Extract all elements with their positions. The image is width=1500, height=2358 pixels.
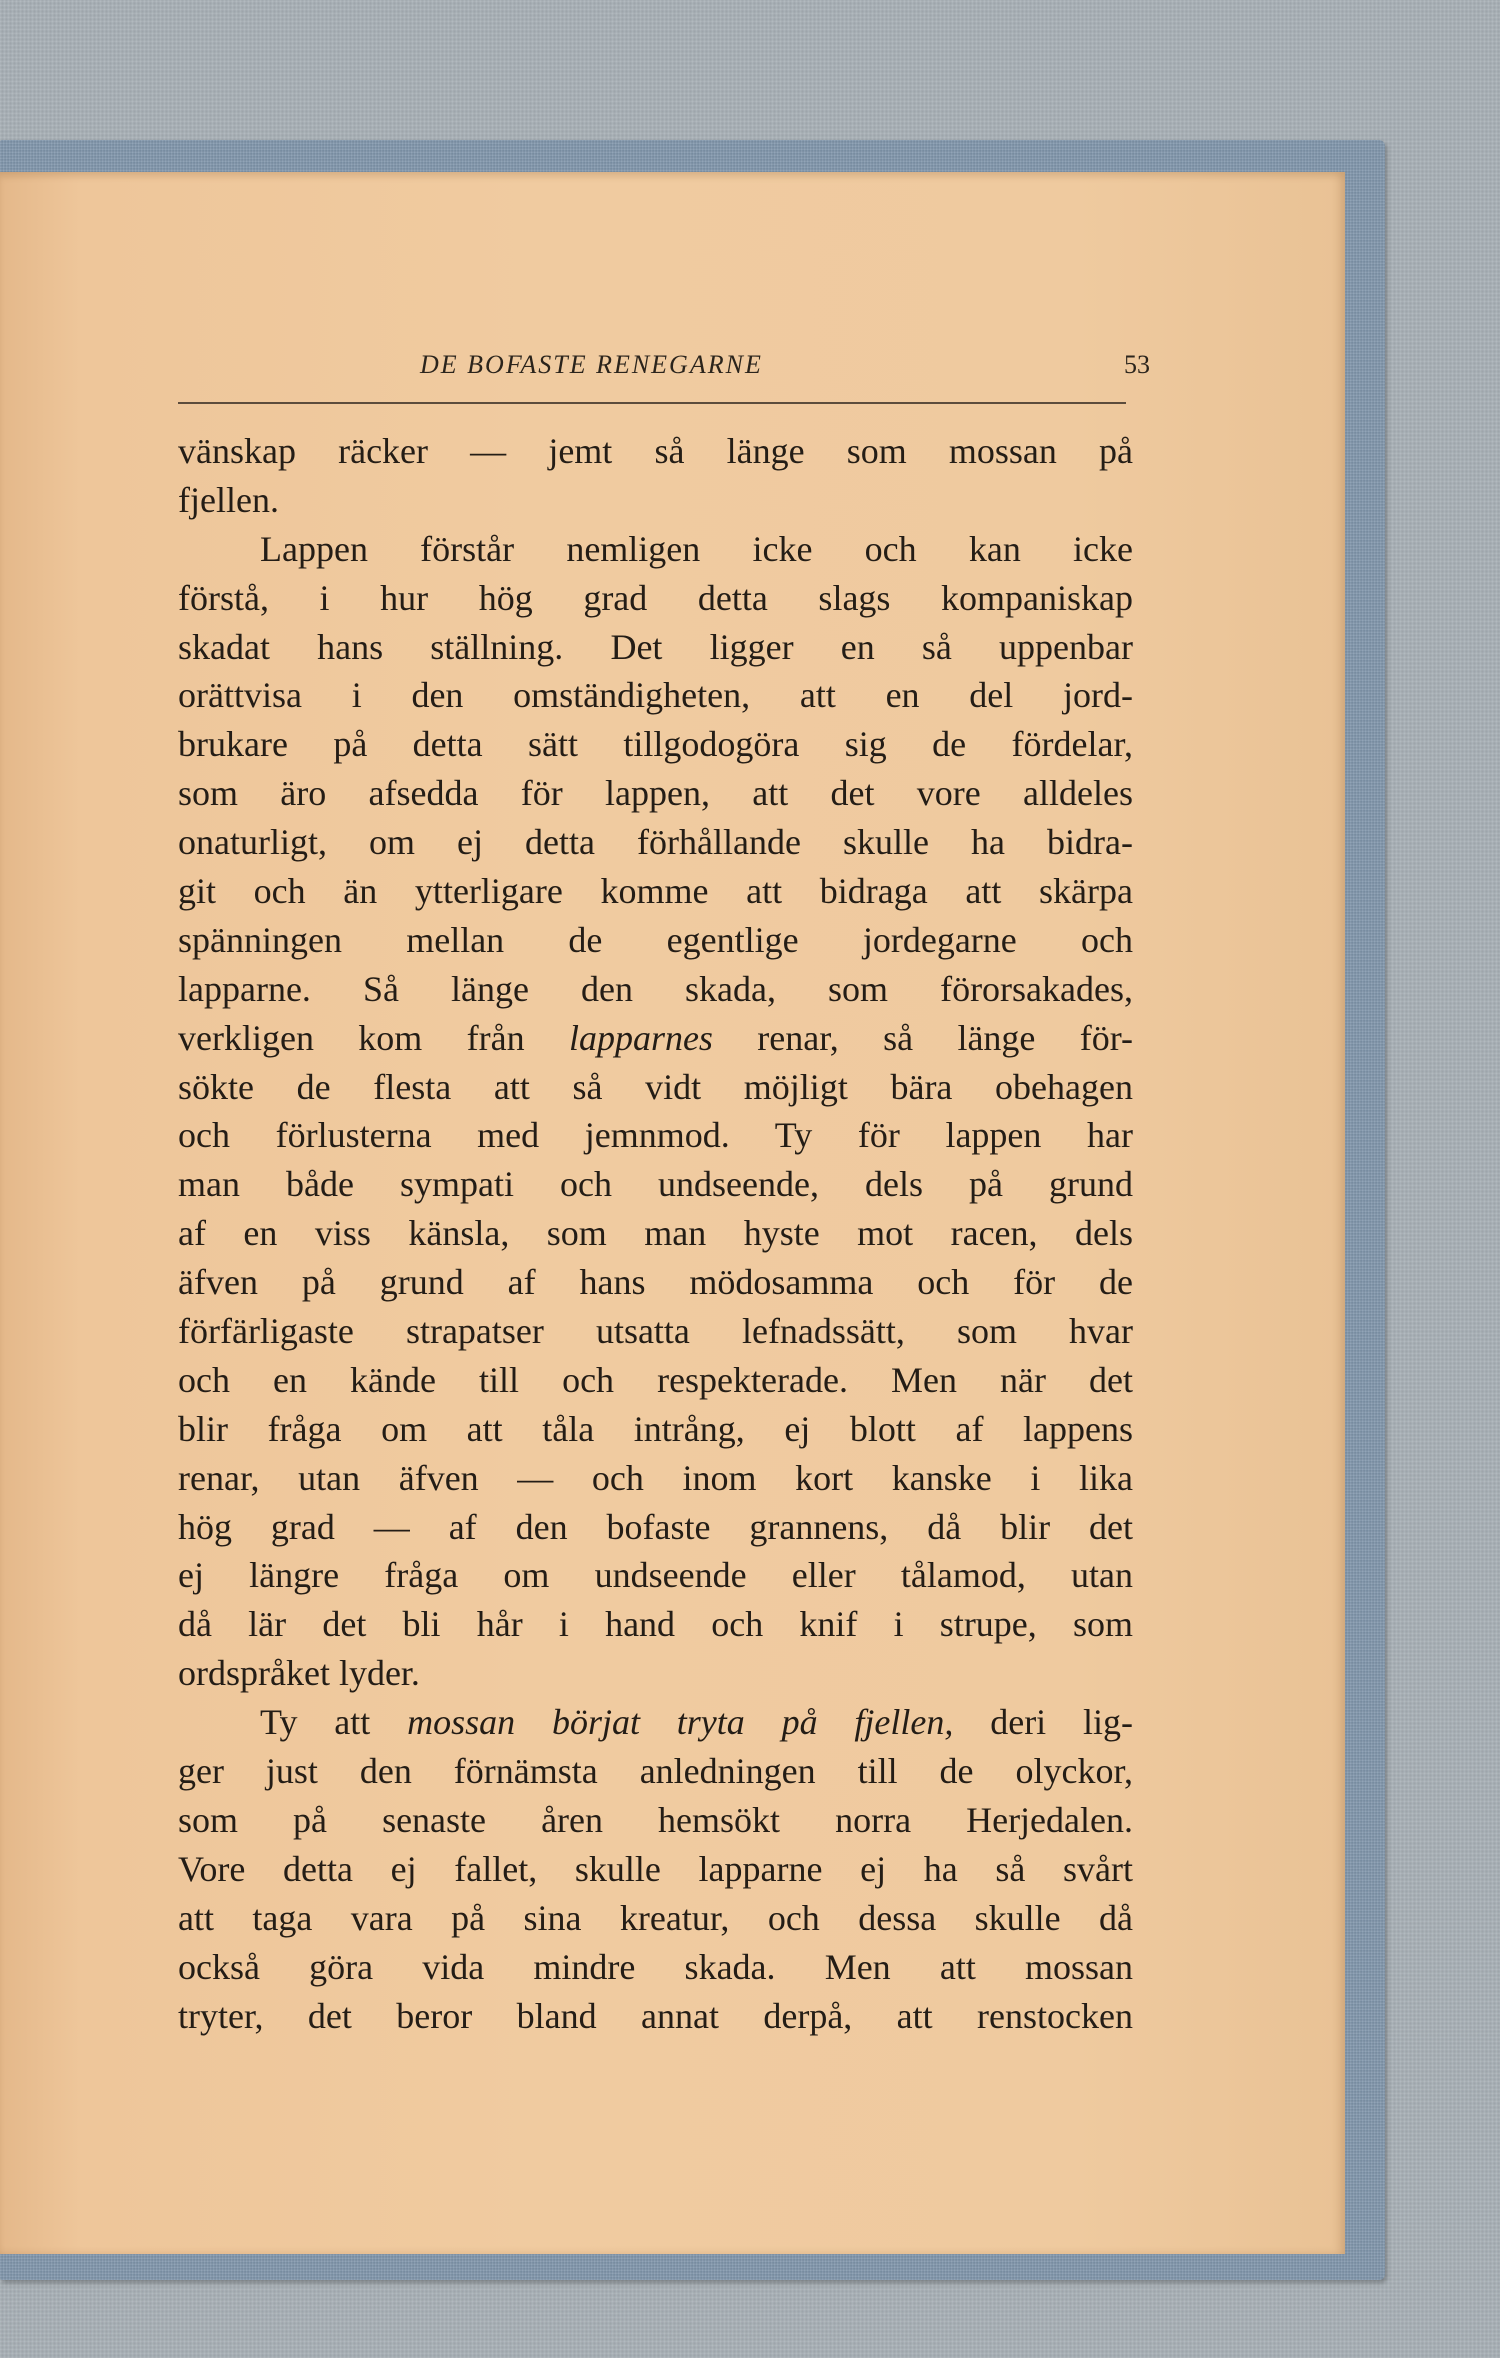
text-fragment: verkligen kom från [178, 1017, 569, 1058]
header-rule [178, 402, 1126, 404]
text-line: då lär det bli hår i hand och knif i strupe, som [178, 1604, 1133, 1645]
text-line: fjellen. [178, 479, 279, 520]
text-line: förfärligaste strapatser utsatta lefnadssätt, som hvar [178, 1311, 1133, 1352]
text-line: ej längre fråga om undseende eller tålamod, utan [178, 1555, 1133, 1596]
text-line: och förlusterna med jemnmod. Ty för lappen har [178, 1115, 1133, 1156]
text-line: renar, utan äfven — och inom kort kanske i lika [178, 1457, 1133, 1498]
text-line [178, 1698, 1133, 1747]
text-line: blir fråga om att tåla intrång, ej blott af lappens [178, 1408, 1133, 1449]
text-line: att taga vara på sina kreatur, och dessa skulle då [178, 1897, 1133, 1938]
text-line: Vore detta ej fallet, skulle lapparne ej ha så svårt [178, 1848, 1133, 1889]
text-fragment: renar, så länge för- [712, 1017, 1133, 1058]
text-line: förstå, i hur hög grad detta slags kompaniskap [178, 577, 1133, 618]
text-line: spänningen mellan de egentlige jordegarne och [178, 919, 1133, 960]
text-line: tryter, det beror bland annat derpå, att renstocken [178, 1995, 1133, 2036]
text-line: Lappen förstår nemligen icke och kan icke [260, 528, 1133, 569]
text-line: ger just den förnämsta anledningen till de olyckor, [178, 1751, 1133, 1792]
running-head: DE BOFASTE RENEGARNE [420, 350, 763, 379]
text-line: skadat hans ställning. Det ligger en så uppenbar [178, 626, 1133, 667]
text-line: också göra vida mindre skada. Men att mossan [178, 1946, 1133, 1987]
text-line: af en viss känsla, som man hyste mot racen, dels [178, 1213, 1133, 1254]
text-line: git och än ytterligare komme att bidraga att skärpa [178, 871, 1133, 912]
text-line: och en kände till och respekterade. Men när det [178, 1359, 1133, 1400]
text-line: brukare på detta sätt tillgodogöra sig de fördelar, [178, 724, 1133, 765]
text-line: sökte de flesta att så vidt möjligt bära obehagen [178, 1066, 1133, 1107]
text-line: som äro afsedda för lappen, att det vore alldeles [178, 773, 1133, 814]
text-line: äfven på grund af hans mödosamma och för de [178, 1262, 1133, 1303]
italic-phrase: mossan börjat tryta på fjellen, [407, 1702, 954, 1743]
text-line: hög grad — af den bofaste grannens, då blir det [178, 1506, 1133, 1547]
text-line: man både sympati och undseende, dels på grund [178, 1164, 1133, 1205]
body-text [178, 427, 1133, 2040]
page-number: 53 [1124, 350, 1150, 379]
text-line: ordspråket lyder. [178, 1653, 420, 1694]
text-line: orättvisa i den omständigheten, att en del jord- [178, 675, 1133, 716]
text-line: som på senaste åren hemsökt norra Herjedalen. [178, 1799, 1133, 1840]
text-fragment: Ty att [260, 1702, 408, 1743]
italic-word: lapparnes [568, 1017, 713, 1058]
text-line: lapparne. Så länge den skada, som förorsakades, [178, 968, 1133, 1009]
text-line [178, 1014, 1133, 1063]
text-line: vänskap räcker — jemt så länge som mossan på [178, 431, 1133, 471]
text-line: onaturligt, om ej detta förhållande skulle ha bidra- [178, 822, 1133, 863]
text-fragment: deri lig- [953, 1702, 1133, 1743]
